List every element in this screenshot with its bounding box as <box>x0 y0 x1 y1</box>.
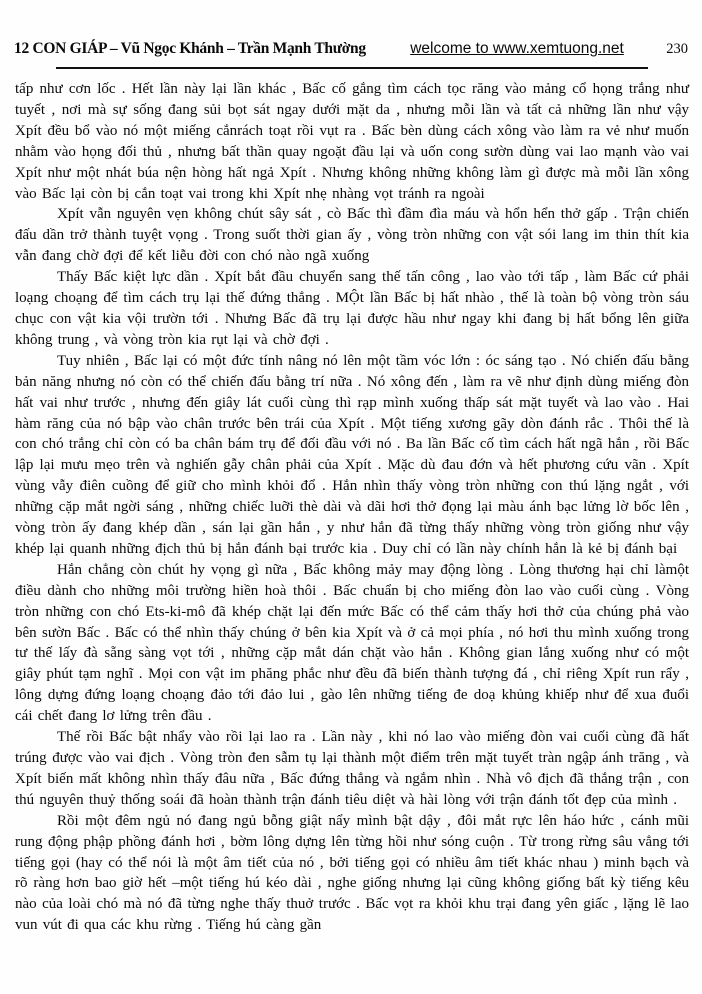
page-body <box>15 79 689 936</box>
paragraph: Xpít vẫn nguyên vẹn không chút sây sát , cò Bấc thì đầm đìa máu và hổn hển thở gấp . Trận chiến đấu dần trở thành tuyệt vọng . Trong suốt thời gian ấy , vòng tròn những con vật sói lang im thin thít kia vẫn đang chờ đợi để kết liễu đời con chó nào ngã xuống <box>15 206 689 265</box>
paragraph: Thế rồi Bấc bật nhẩy vào rồi lại lao ra . Lần này , khi nó lao vào miếng đòn vai cuối cùng đã hất trúng được vào vai địch . Vòng tròn đen sẫm tụ lại thành một điểm trên mặt tuyết tràn ngập ánh trăng , và Xpít biến mất không nhìn thấy đâu nữa , Bấc đứng thẳng và ngắm nhìn . Nhà vô địch đã thắng trận , con thú nguyên thuỷ thống soái đã hoàn thành trận đánh tiêu diệt và hài lòng với trận đánh tốt đẹp của mình . <box>15 729 689 808</box>
paragraph: Hắn chẳng còn chút hy vọng gì nữa , Bấc không mảy may động lòng . Lòng thương hại chỉ làmột điều dành cho những môi trường hiền hoà thôi . Bấc chuẩn bị cho miếng đòn lao vào cuối cùng . Vòng tròn những con chó Ets-ki-mô đã khép chặt lại đến mức Bấc có thể cảm thấy hơi thở của chúng phả vào bên sườn Bấc . Bấc có thể nhìn thấy chúng ở bên kia Xpít và ở cả mọi phía , nó hơi thu mình xuống trong tư thế lấy đà sẵng sàng vọt tới , những cặp mắt dán chặt vào hắn . Không gian lắng xuống như có một giây phút tạm nghĩ . Mọi con vật im phăng phắc như đều đã biến thành tượng đá , chỉ riêng Xpít run rẩy , lông dựng đứng loạng choạng đảo tới đảo lui , gào lên những tiếng đe doạ khủng khiếp như để xua đuổi cái chết đang lơ lửng trên đầu . <box>15 561 689 725</box>
book-title: 12 CON GIÁP – Vũ Ngọc Khánh – Trần Mạnh Thường <box>14 40 366 57</box>
paragraph: Tuy nhiên , Bấc lại có một đức tính nâng nó lên một tầm vóc lớn : óc sáng tạo . Nó chiến đấu bằng bản năng nhưng nó còn có thể chiến đấu bằng trí nữa . Nó xông đến , làm ra vẽ như định dùng miếng đòn hất vai như trước , nhưng đến giây lát cuối cùng thì rạp mình xuống thấp sát mặt tuyết và lao vào . Hai hàm răng của nó bập vào chân trước bên trái của Xpít . Một tiếng xương gãy dòn đánh rắc . Thôi thế là con chó trắng chỉ còn có ba chân bám trụ để đối đầu với nó . Ba lần Bấc cố tìm cách hất ngã hắn , rồi Bấc lập lại mưu mẹo trên và nghiến gẫy chân phải của Xpít . Mặc dù đau đớn và hết phương cứu vãn . Xpít vùng vẫy điên cuồng để giữ cho mình khỏi đổ . Hắn nhìn thấy vòng tròn những con thú lặng ngắt , với những cặp mắt ngời sáng , những chiếc luỡi thè dài và dãi hơi thở đọng lại màu ánh bạc lửng lờ bốc lên , vòng tròn ấy đang khép dần , sán lại gần hắn , y như hắn đã từng thấy những vòng tròn giống như vậy khép lại quanh những địch thủ bị hắn đánh bại trước kia . Duy chỉ có lần này chính hắn là kẻ bị đánh bại <box>15 352 689 557</box>
paragraph: Rồi một đêm ngủ nó đang ngủ bỗng giật nẩy mình bật dậy , đôi mắt rực lên háo hức , cánh mũi rung động phập phồng đánh hơi , bờm lông dựng lên từng hồi như sóng cuộn . Từ trong rừng sâu vẳng tới tiếng gọi (hay có thể nói là một âm tiết của nó , bởi tiếng gọi có nhiều âm tiết khác nhau ) minh bạch và rõ ràng hơn bao giờ hết –một tiếng hú kéo dài , nghe giống nhưng lại cũng không giống bất kỳ tiếng kêu nào của loài chó mà nó đã từng nghe thấy thuở trước . Bấc vọt ra khỏi khu trại đang yên giấc , lặng lẽ lao vun vút đi qua các khu rừng . Tiếng hú càng gần <box>15 812 689 934</box>
header-divider <box>56 67 648 69</box>
site-link[interactable]: welcome to www.xemtuong.net <box>410 40 624 57</box>
paragraph: tấp như cơn lốc . Hết lần này lại lần khác , Bấc cố gắng tìm cách tọc răng vào mảng cổ họng trắng như tuyết , nơi mà sự sống đang sủi bọt sát ngay dưới mặt da , nhưng mỗi lần và tất cả những lần như vậy Xpít đều bổ vào nó một miếng cắnrách toạt rồi vụt ra . Bấc bèn dùng cách xông vào làm ra vẻ như muốn nhằm vào họng đối thủ , nhưng bất thần quay ngoặt đầu lại và uốn cong sườn dùng vai lao mạnh vào vai Xpít như một nhát búa nện hòng hất ngả Xpít . Nhưng không những không làm gì được mà mỗi lần xông vào Bấc lại còn bị cắn toạt vai trong khi Xpít nhẹ nhàng vọt tránh ra ngoài <box>15 81 689 202</box>
page-header <box>14 40 688 58</box>
paragraph: Thấy Bấc kiệt lực dần . Xpít bắt đầu chuyển sang thế tấn công , lao vào tới tấp , làm Bấc cứ phải loạng choạng để tìm cách trụ lại thế đứng thẳng . MỘt lần Bấc bị hất nhào , thế là toàn bộ vòng tròn sáu chục con vật kia vội trườn tới . Nhưng Bấc đã trụ lại được hầu như ngay khi đang bị hất bổng lên giữa không trung , và vòng tròn kia rụt lại và chờ đợi . <box>15 269 689 348</box>
page-number: 230 <box>666 41 688 57</box>
